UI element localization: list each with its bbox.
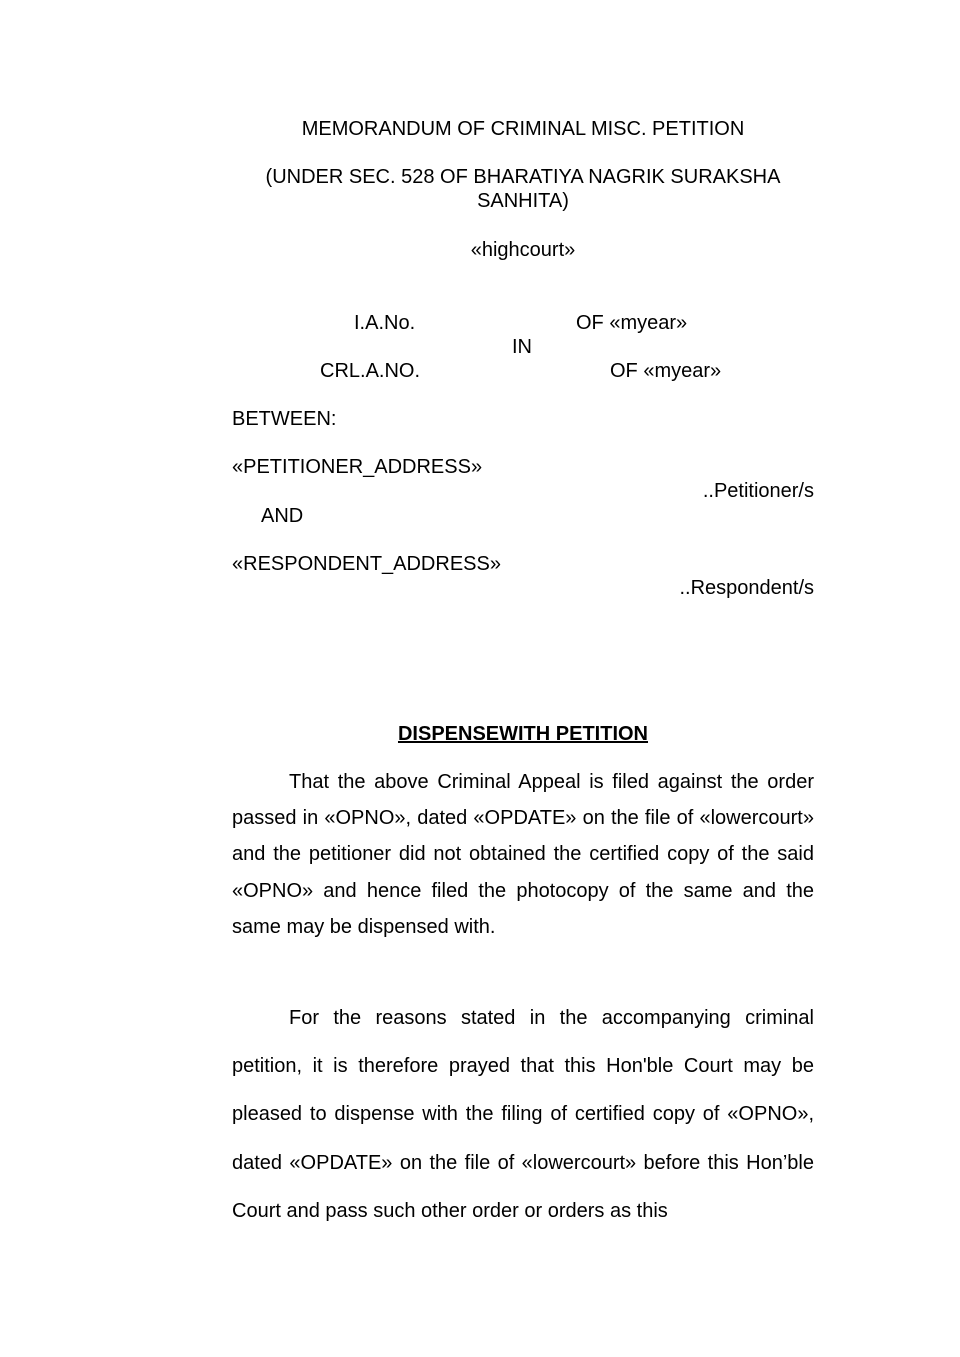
paragraph-1-text: That the above Criminal Appeal is filed against the order passed in «OPNO», dated «OPDATE» on the file of «lowercourt» and the petitioner did not obtained the certified copy of the said «OPNO» and hence filed the photocopy of the same and the same may be dispensed with.	[232, 771, 814, 938]
ia-year-label: OF «myear»	[576, 312, 688, 334]
crla-number-label: CRL.A.NO.	[320, 360, 421, 382]
paragraph-2	[232, 994, 814, 1235]
petition-heading: DISPENSEWITH PETITION	[397, 723, 649, 745]
crla-year-label: OF «myear»	[610, 360, 722, 382]
petitioner-label: ..Petitioner/s	[702, 480, 814, 502]
document-subtitle: (UNDER SEC. 528 OF BHARATIYA NAGRIK SURAKSHA SANHITA)	[265, 166, 781, 212]
paragraph-1	[232, 764, 814, 945]
petitioner-address: «PETITIONER_ADDRESS»	[232, 456, 483, 478]
and-label: AND	[261, 505, 304, 527]
ia-number-label: I.A.No.	[354, 312, 416, 334]
between-label: BETWEEN:	[232, 408, 337, 430]
court-placeholder: «highcourt»	[470, 239, 576, 261]
in-label: IN	[512, 336, 532, 358]
paragraph-2-text: For the reasons stated in the accompanying criminal petition, it is therefore prayed that this Hon'ble Court may be pleased to dispense with the filing of certified copy of «OPNO», dated «OPDATE» on the file of «lowercourt» before this Hon’ble Court and pass such other order or orders as this	[232, 1007, 814, 1222]
respondent-address: «RESPONDENT_ADDRESS»	[232, 553, 501, 575]
respondent-label: ..Respondent/s	[679, 577, 814, 599]
document-title: MEMORANDUM OF CRIMINAL MISC. PETITION	[301, 118, 745, 140]
